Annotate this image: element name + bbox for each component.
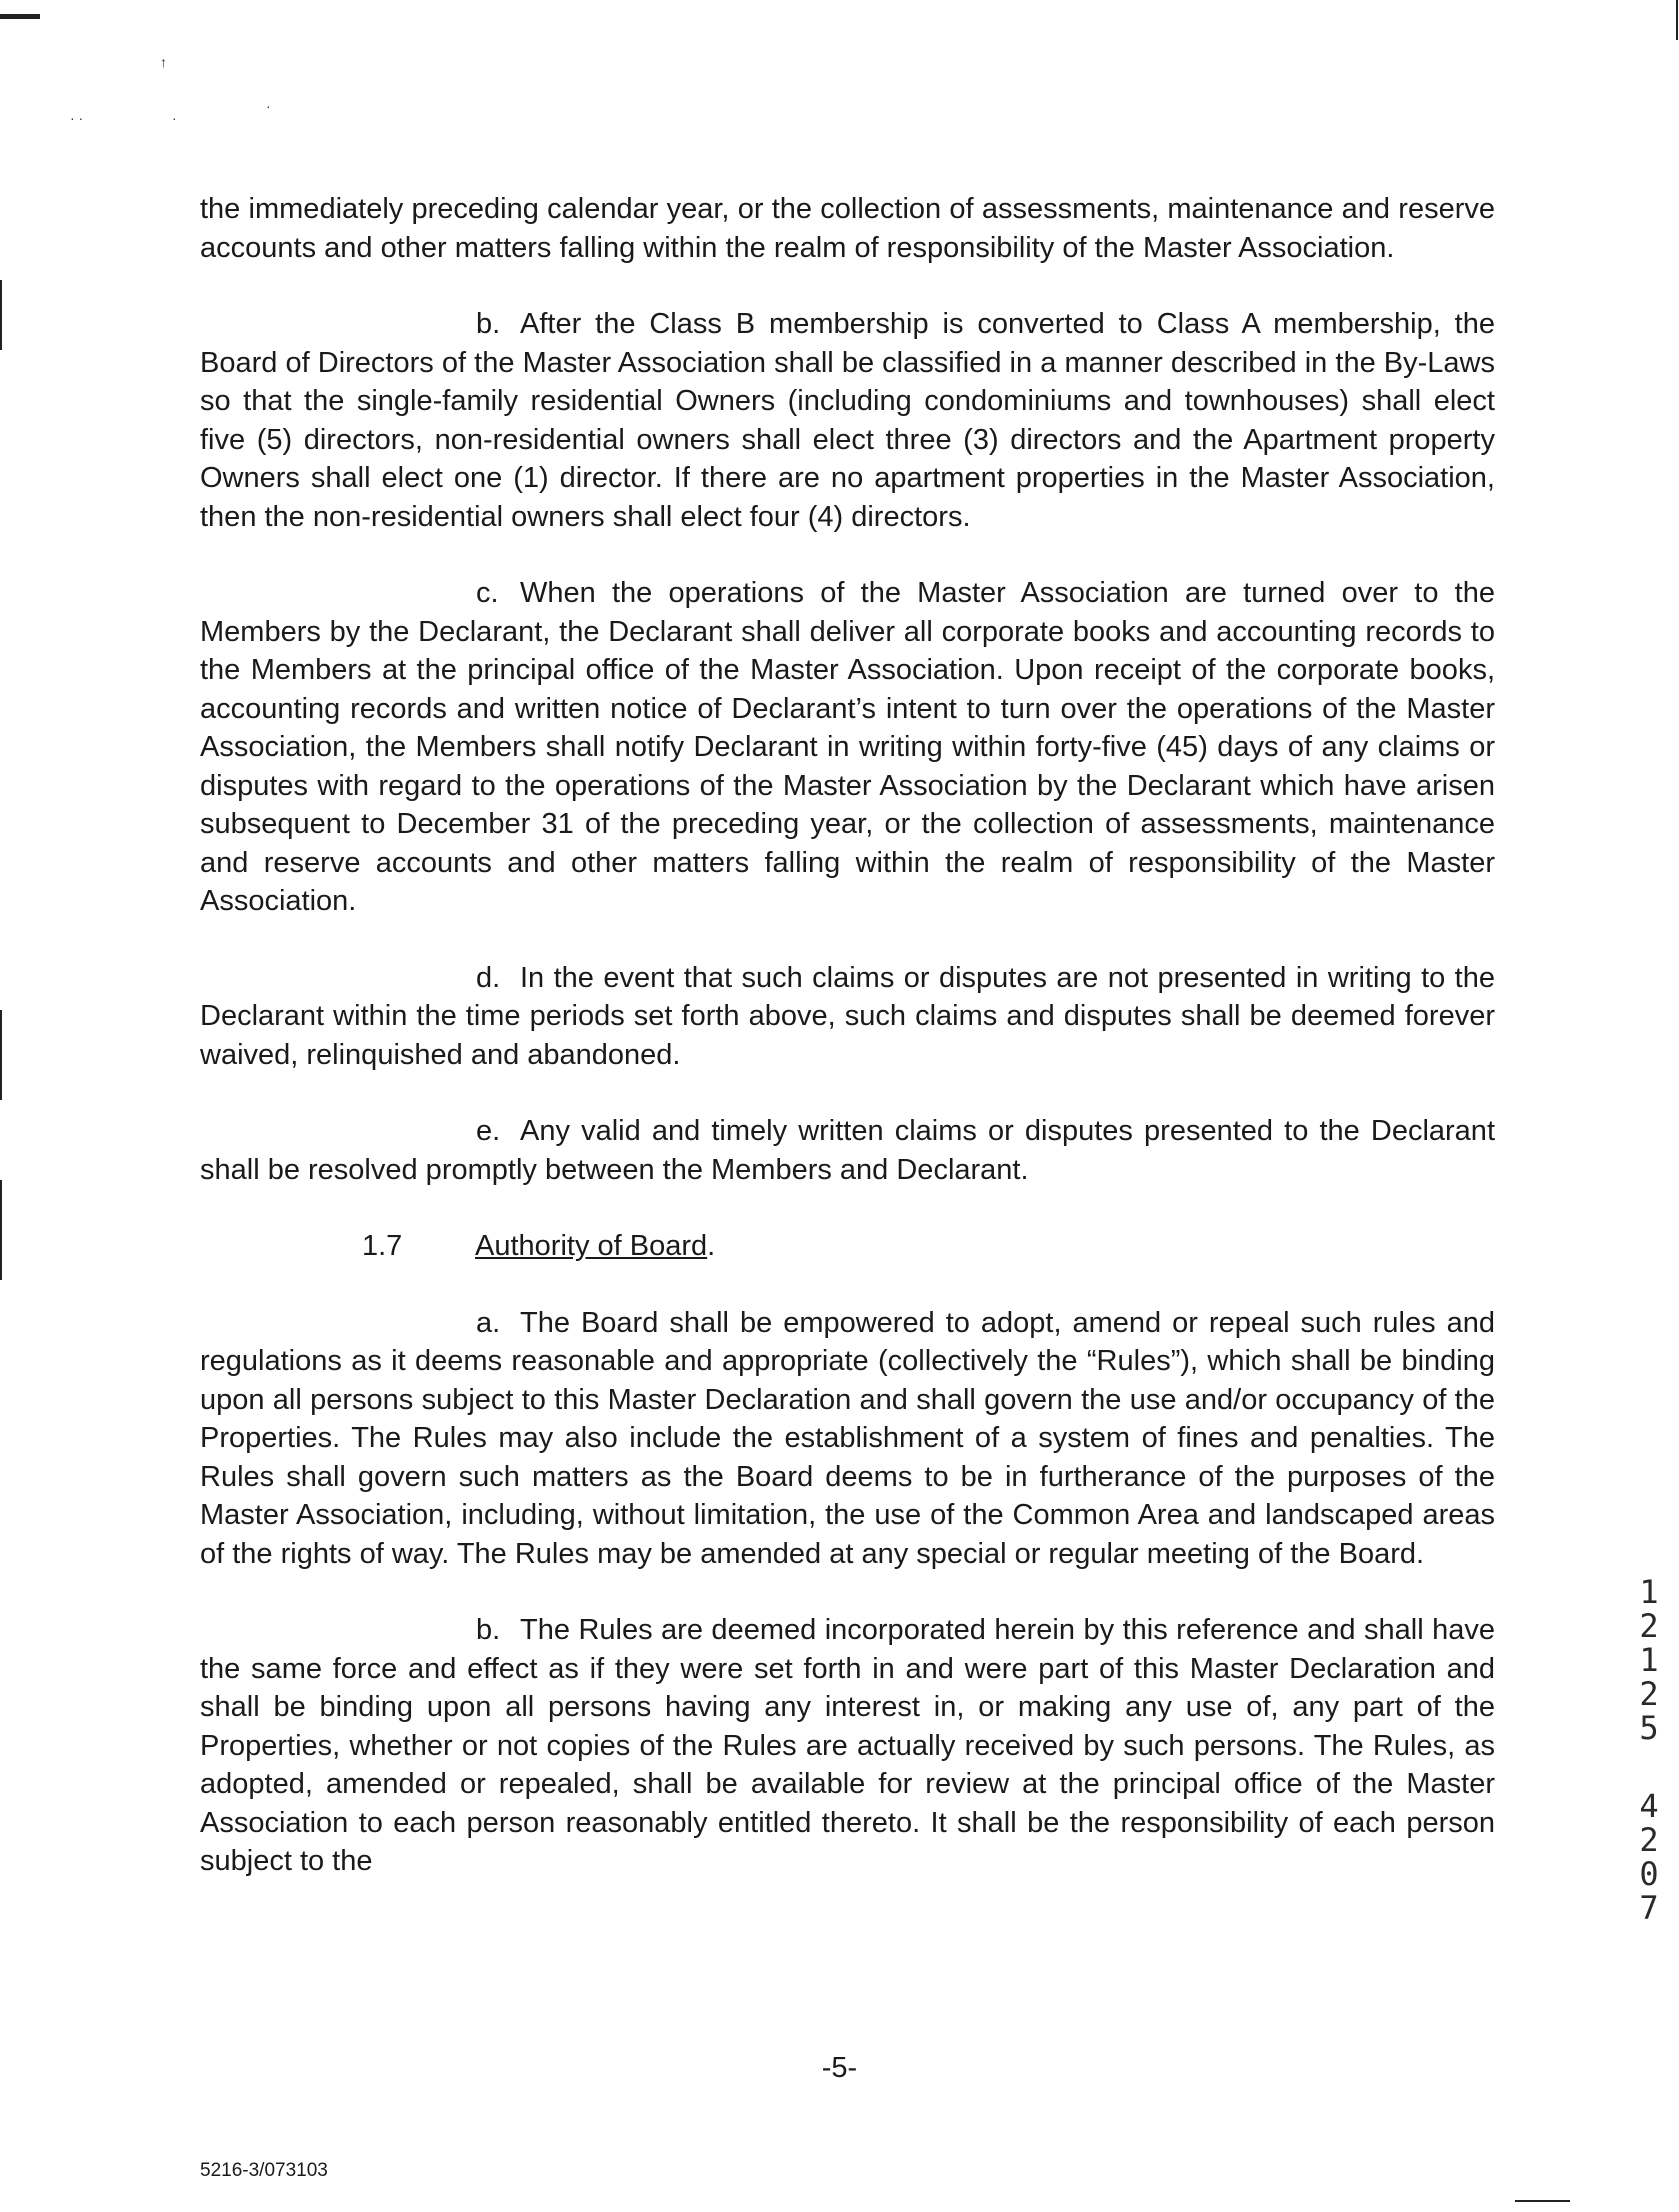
section-number: 1.7 <box>362 1230 403 1262</box>
section-title-suffix: . <box>707 1230 716 1262</box>
paragraph-e-label: e. <box>476 1115 501 1147</box>
scan-speck-1: ↑ <box>160 54 167 70</box>
stamp-digit-9: 7 <box>1639 1889 1659 1927</box>
stamp-gap <box>1630 1745 1668 1789</box>
scan-artifact-left-edge-2 <box>0 1010 2 1100</box>
stamp-digit-1: 1 <box>1639 1573 1659 1611</box>
paragraph-c-label: c. <box>476 577 499 609</box>
section-title: Authority of Board <box>475 1230 708 1262</box>
page-number: -5- <box>821 2052 858 2084</box>
scan-artifact-bottom-right <box>1515 2200 1570 2202</box>
stamp-digit-3: 1 <box>1639 1641 1659 1679</box>
stamp-digit-7: 2 <box>1639 1821 1659 1859</box>
paragraph-c <box>200 574 1495 921</box>
section-paragraph-b-label: b. <box>476 1614 501 1646</box>
stamp-digit-4: 2 <box>1639 1675 1659 1713</box>
paragraph-d-label: d. <box>476 961 501 994</box>
paragraph-e-text: Any valid and timely written claims or disputes presented to the Declarant shall be resolved promptly between the Members and Declarant. <box>200 1115 1495 1186</box>
paragraph-b-label: b. <box>476 308 501 340</box>
document-body <box>200 190 1495 1919</box>
paragraph-b <box>200 305 1495 536</box>
stamp-digit-5: 5 <box>1639 1709 1659 1747</box>
section-paragraph-b <box>200 1611 1495 1881</box>
stamp-digit-2: 2 <box>1639 1607 1659 1645</box>
stamp-digit-8: 0 <box>1639 1855 1659 1893</box>
paragraph-d <box>200 959 1495 1075</box>
document-id: 5216-3/073103 <box>200 2160 328 2181</box>
scan-speck-4: · <box>266 98 271 114</box>
section-paragraph-a-label: a. <box>476 1306 501 1339</box>
paragraph-c-text: When the operations of the Master Association are turned over to the Members by the Declarant, the Declarant shall deliver all corporate books and accounting records to the Members at the principal office of the Master Association. Upon receipt of the corporate books, accounting records and written notice of Declarant’s intent to turn over the operations of the Master Association, the Members shall notify Declarant in writing within forty-five (45) days of any claims or disputes with regard to the operations of the Master Association by the Declarant which have arisen subsequent to December 31 of the preceding year, or the collection of assessments, maintenance and reserve accounts and other matters falling within the realm of responsibility of the Master Association. <box>200 577 1495 917</box>
stamp-digit-6: 4 <box>1639 1787 1659 1825</box>
margin-stamp <box>1630 1575 1668 1925</box>
scan-artifact-left-edge-1 <box>0 280 2 350</box>
scan-artifact-left-edge-3 <box>0 1180 2 1280</box>
paragraph-continuation: the immediately preceding calendar year, or the collection of assessments, maintenance and reserve accounts and other matters falling within the realm of responsibility of the Master Association. <box>200 193 1495 264</box>
paragraph-e <box>200 1112 1495 1189</box>
scan-speck-2: · · <box>70 110 84 126</box>
scan-artifact-top-left <box>0 14 40 19</box>
scan-speck-3: · <box>172 110 177 126</box>
section-paragraph-a <box>200 1304 1495 1574</box>
paragraph-b-text: After the Class B membership is converted to Class A membership, the Board of Directors of the Master Association shall be classified in a manner described in the By-Laws so that the single-family residential Owners (including condominiums and townhouses) shall elect five (5) directors, non-residential owners shall elect three (3) directors and the Apartment property Owners shall elect one (1) director. If there are no apartment properties in the Master Association, then the non-residential owners shall elect four (4) directors. <box>200 308 1495 533</box>
paragraph-d-text: In the event that such claims or disputes are not presented in writing to the Declarant within the time periods set forth above, such claims and disputes shall be deemed forever waived, relinquished and abandoned. <box>200 961 1495 1071</box>
scan-artifact-right-edge <box>1676 0 1678 40</box>
section-paragraph-b-text: The Rules are deemed incorporated herein by this reference and shall have the same force and effect as if they were set forth in and were part of this Master Declaration and shall be binding upon all persons having any interest in, or making any use of, any part of the Properties, whether or not copies of the Rules are actually received by such persons. The Rules, as adopted, amended or repealed, shall be available for review at the principal office of the Master Association to each person reasonably entitled thereto. It shall be the responsibility of each person subject to the <box>200 1614 1495 1877</box>
section-paragraph-a-text: The Board shall be empowered to adopt, amend or repeal such rules and regulations as it deems reasonable and appropriate (collectively the “Rules”), which shall be binding upon all persons subject to this Master Declaration and shall govern the use and/or occupancy of the Properties. The Rules may also include the establishment of a system of fines and penalties. The Rules shall govern such matters as the Board deems to be in furtherance of the purposes of the Master Association, including, without limitation, the use of the Common Area and landscaped areas of the rights of way. The Rules may be amended at any special or regular meeting of the Board. <box>200 1306 1495 1570</box>
section-heading <box>200 1227 1495 1266</box>
